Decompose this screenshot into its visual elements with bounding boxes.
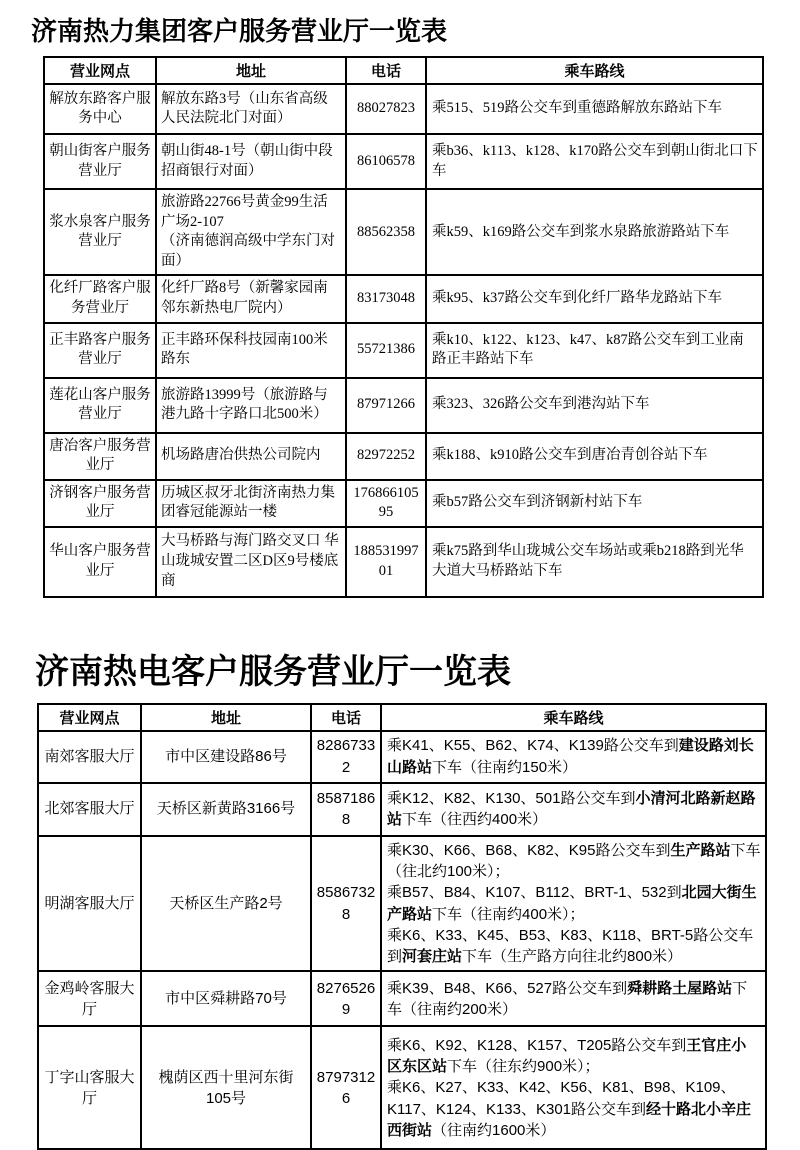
table1-title: 济南热力集团客户服务营业厅一览表 [31, 16, 448, 46]
route-station-bold: 北园大街生产路站 [387, 884, 757, 923]
table-row [38, 836, 766, 972]
route-text: 乘K41、K55、B62、K74、K139路公交车到 [387, 737, 679, 755]
outlet-cell: 济钢客户服务营业厅 [44, 480, 156, 527]
phone-cell: 83173048 [346, 275, 426, 322]
column-header: 营业网点 [44, 57, 156, 84]
outlet-cell: 解放东路客户服务中心 [44, 84, 156, 134]
route-text: 乘K6、K27、K33、K42、K56、K81、B98、K109、K117、K124、K133、K301路公交车到 [387, 1079, 736, 1118]
route-line [432, 142, 758, 181]
phone-cell: 85867328 [311, 836, 381, 972]
route-text: 乘515、519路公交车到重德路解放东路站下车 [432, 100, 722, 117]
route-station-bold: 小清河北路新赵路站 [387, 789, 756, 829]
address-cell [156, 378, 346, 433]
address-cell [141, 971, 311, 1026]
table-row [38, 1026, 766, 1149]
outlet-cell: 朝山街客户服务营业厅 [44, 134, 156, 189]
address-cell [156, 84, 346, 134]
phone-cell: 82867332 [311, 731, 381, 783]
route-text: 乘K39、B48、K66、527路公交车到 [387, 979, 628, 997]
address-cell [156, 480, 346, 527]
route-text: 乘k95、k37路公交车到化纤厂路华龙路站下车 [432, 290, 722, 307]
table-head [44, 57, 763, 84]
address-line: （济南德润高级中学东门对面） [161, 233, 335, 269]
phone-cell: 55721386 [346, 323, 426, 378]
outlet-cell: 莲花山客户服务营业厅 [44, 378, 156, 433]
route-line [387, 1035, 761, 1078]
route-line [432, 99, 758, 119]
table-row [38, 971, 766, 1026]
address-line: 解放东路3号（山东省高级人民法院北门对面） [161, 90, 328, 127]
address-line: 化纤厂路8号（新馨家园南邻东新热电厂院内） [161, 280, 328, 316]
route-cell [426, 134, 763, 189]
route-station-bold: 经十路北小辛庄西街站 [387, 1100, 752, 1139]
address-cell [141, 783, 311, 836]
outlet-cell: 唐冶客户服务营业厅 [44, 433, 156, 480]
outlet-cell: 北郊客服大厅 [38, 783, 141, 836]
column-header: 乘车路线 [381, 704, 766, 731]
table-row [44, 134, 763, 189]
route-text: 下车（往北约100米）； [387, 841, 761, 880]
phone-cell: 82972252 [346, 433, 426, 480]
address-line: 大马桥路与海门路交叉口 华山珑城安置二区D区9号楼底商 [161, 533, 339, 589]
table-body [38, 731, 766, 1150]
address-line: 机场路唐冶供热公司院内 [161, 447, 321, 464]
address-cell [156, 275, 346, 322]
route-cell [426, 527, 763, 597]
route-text: 乘k10、k122、k123、k47、k87路公交车到工业南路正丰路站下车 [432, 331, 744, 368]
phone-cell: 88027823 [346, 84, 426, 134]
route-text: 乘k75路到华山珑城公交车场站或乘b218路到光华大道大马桥路站下车 [432, 543, 744, 579]
route-cell [381, 971, 766, 1026]
outlet-cell: 金鸡岭客服大厅 [38, 971, 141, 1026]
jinan-redian-table [37, 703, 767, 1150]
route-text: 下车（往南约200米） [387, 979, 748, 1018]
route-text: 下车（生产路方向往北约800米） [462, 948, 683, 966]
route-text: 下车（往南约150米） [432, 758, 578, 776]
outlet-cell: 丁字山客服大厅 [38, 1026, 141, 1149]
route-line [432, 446, 758, 466]
address-line: 市中区舜耕路70号 [165, 990, 287, 1008]
route-text: 乘b36、k113、k128、k170路公交车到朝山街北口下车 [432, 143, 758, 179]
address-line: 市中区建设路86号 [165, 747, 287, 765]
route-line [387, 840, 761, 883]
table-row [44, 480, 763, 527]
address-line: 天桥区生产路2号 [169, 894, 283, 912]
address-cell [156, 527, 346, 597]
route-text: （往南约1600米） [432, 1121, 556, 1139]
phone-cell: 85871868 [311, 783, 381, 836]
column-header: 营业网点 [38, 704, 141, 731]
table-row [44, 433, 763, 480]
route-text: 乘k188、k910路公交车到唐冶青创谷站下车 [432, 447, 708, 464]
route-line [387, 925, 761, 968]
route-text: 下车（往东约900米）； [447, 1057, 600, 1075]
route-line [432, 223, 758, 243]
route-line [387, 735, 761, 778]
address-cell [156, 323, 346, 378]
route-station-bold: 王官庄小区东区站 [387, 1036, 747, 1075]
route-line [432, 289, 758, 309]
route-line [432, 542, 758, 581]
address-cell [141, 836, 311, 972]
header-row [44, 57, 763, 84]
route-station-bold: 舜耕路土屋路站 [627, 979, 733, 997]
route-text: 乘323、326路公交车到港沟站下车 [432, 396, 650, 413]
phone-cell: 18853199701 [346, 527, 426, 597]
column-header: 乘车路线 [426, 57, 763, 84]
route-line [387, 882, 761, 925]
outlet-cell: 浆水泉客户服务营业厅 [44, 189, 156, 275]
route-cell [381, 731, 766, 783]
address-cell [156, 189, 346, 275]
address-cell [156, 134, 346, 189]
route-line [432, 395, 758, 415]
header-row [38, 704, 766, 731]
outlet-cell: 正丰路客户服务营业厅 [44, 323, 156, 378]
route-cell [426, 378, 763, 433]
table-row [44, 189, 763, 275]
route-station-bold: 生产路站 [670, 841, 731, 859]
route-station-bold: 河套庄站 [402, 948, 463, 966]
table-row [44, 323, 763, 378]
route-text: 乘b57路公交车到济钢新村站下车 [432, 494, 643, 511]
route-line [387, 1077, 761, 1141]
route-text: 乘k59、k169路公交车到浆水泉路旅游路站下车 [432, 223, 730, 240]
route-cell [426, 84, 763, 134]
address-line: 朝山街48-1号（朝山街中段招商银行对面） [161, 143, 333, 179]
route-text: 乘K30、K66、B68、K82、K95路公交车到 [387, 841, 671, 859]
route-text: 下车（往西约400米） [402, 811, 548, 829]
route-text: 下车（往南约400米）； [432, 905, 585, 923]
route-station-bold: 建设路刘长山路站 [387, 737, 754, 776]
route-cell [381, 1026, 766, 1149]
address-line: 旅游路13999号（旅游路与港九路十字路口北500米） [161, 386, 328, 423]
column-header: 电话 [346, 57, 426, 84]
route-line [387, 978, 761, 1021]
phone-cell: 87973126 [311, 1026, 381, 1149]
route-cell [426, 480, 763, 527]
table-row [44, 527, 763, 597]
route-text: 乘K6、K92、K128、K157、T205路公交车到 [387, 1036, 687, 1054]
route-cell [426, 323, 763, 378]
table-row [44, 275, 763, 322]
outlet-cell: 南郊客服大厅 [38, 731, 141, 783]
route-line [432, 493, 758, 513]
address-line: 旅游路22766号黄金99生活广场2-107 [161, 194, 328, 230]
outlet-cell: 华山客户服务营业厅 [44, 527, 156, 597]
address-line: 槐荫区西十里河东街105号 [158, 1068, 294, 1107]
table-body [44, 84, 763, 597]
route-cell [381, 836, 766, 972]
route-text: 乘K12、K82、K130、501路公交车到 [387, 789, 636, 807]
route-cell [426, 433, 763, 480]
table-row [44, 84, 763, 134]
table2-title: 济南热电客户服务营业厅一览表 [35, 652, 511, 691]
column-header: 电话 [311, 704, 381, 731]
address-line: 天桥区新黄路3166号 [156, 800, 296, 818]
table-head [38, 704, 766, 731]
address-cell [141, 1026, 311, 1149]
phone-cell: 88562358 [346, 189, 426, 275]
column-header: 地址 [156, 57, 346, 84]
phone-cell: 17686610595 [346, 480, 426, 527]
outlet-cell: 明湖客服大厅 [38, 836, 141, 972]
column-header: 地址 [141, 704, 311, 731]
phone-cell: 86106578 [346, 134, 426, 189]
route-cell [426, 189, 763, 275]
route-line [432, 331, 758, 370]
route-cell [381, 783, 766, 836]
outlet-cell: 化纤厂路客户服务营业厅 [44, 275, 156, 322]
address-line: 正丰路环保科技园南100米路东 [161, 331, 328, 368]
route-text: 乘K6、K33、K45、B53、K83、K118、BRT-5路公交车到 [387, 926, 754, 966]
address-cell [156, 433, 346, 480]
route-line [387, 788, 761, 831]
phone-cell: 87971266 [346, 378, 426, 433]
route-cell [426, 275, 763, 322]
jinan-reli-table [43, 56, 764, 598]
route-text: 乘B57、B84、K107、B112、BRT-1、532到 [387, 884, 682, 902]
address-line: 历城区叔牙北街济南热力集团睿冠能源站一楼 [161, 484, 335, 521]
phone-cell: 82765269 [311, 971, 381, 1026]
table-row [38, 783, 766, 836]
table-row [44, 378, 763, 433]
table-row [38, 731, 766, 783]
address-cell [141, 731, 311, 783]
